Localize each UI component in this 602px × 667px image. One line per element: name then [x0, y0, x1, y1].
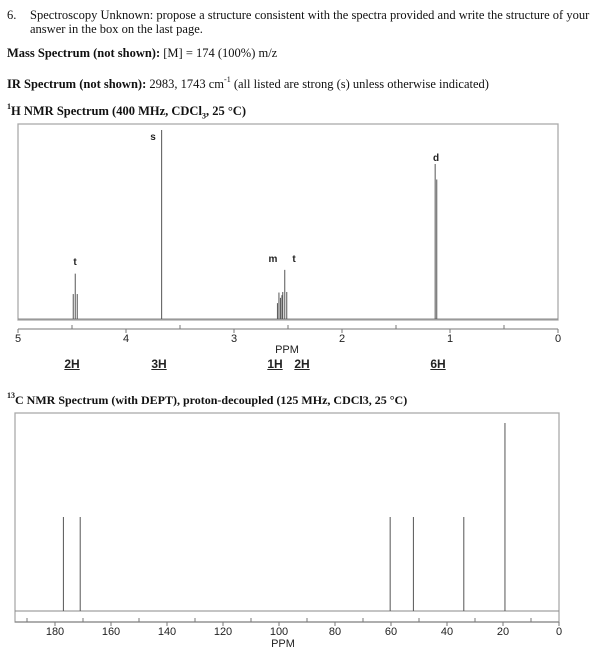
- c-tick-label: 180: [45, 626, 65, 638]
- integration-2h-a: 2H: [64, 357, 80, 371]
- integration-1h: 1H: [267, 357, 283, 371]
- c-nmr-title: [7, 393, 407, 408]
- h-tick-label: 2: [338, 333, 346, 345]
- h-axis-label: PPM: [275, 344, 299, 356]
- mult-label-m: m: [268, 254, 278, 265]
- c-tick-label: 0: [555, 626, 563, 638]
- integration-6h: 6H: [430, 357, 446, 371]
- h-nmr-plot: [0, 120, 602, 380]
- ir-note: (all listed are strong (s) unless otherwise indicated): [230, 77, 489, 91]
- mass-spectrum-label: Mass Spectrum (not shown):: [7, 46, 161, 60]
- mult-label-t2: t: [292, 254, 296, 265]
- h-tick-label: 4: [122, 333, 130, 345]
- h-nmr-label-end: , 25 °C): [205, 104, 247, 118]
- mass-spectrum-line: [7, 46, 277, 61]
- c-nmr-chart: [0, 410, 602, 662]
- c-nmr-plot: [0, 410, 602, 662]
- integration-3h: 3H: [151, 357, 167, 371]
- mult-label-t1: t: [73, 257, 77, 268]
- question-number: 6.: [7, 8, 17, 22]
- ir-spectrum-label: IR Spectrum (not shown):: [7, 77, 147, 91]
- question-text: Spectroscopy Unknown: propose a structure consistent with the spectra provided and write the structure of your answer in the box on the last page.: [30, 8, 590, 36]
- c-nmr-label: C NMR Spectrum (with DEPT), proton-decoupled (125 MHz, CDCl3, 25 °C): [15, 393, 408, 407]
- c-tick-label: 80: [328, 626, 342, 638]
- ir-spectrum-line: [7, 77, 489, 92]
- h-nmr-label: H NMR Spectrum (400 MHz, CDCl: [11, 104, 202, 118]
- h-tick-label: 5: [14, 333, 22, 345]
- c-nmr-sup: 13: [7, 391, 15, 400]
- ir-values: 2983, 1743 cm: [146, 77, 225, 91]
- c-axis-label: PPM: [271, 638, 295, 650]
- mult-label-d: d: [432, 153, 440, 164]
- c-tick-label: 60: [384, 626, 398, 638]
- h-tick-label: 0: [554, 333, 562, 345]
- c-tick-label: 100: [269, 626, 289, 638]
- c-tick-label: 40: [440, 626, 454, 638]
- h-tick-label: 3: [230, 333, 238, 345]
- mass-spectrum-value: [M] = 174 (100%) m/z: [160, 46, 278, 60]
- h-nmr-sub: 3: [201, 111, 206, 121]
- mult-label-s: s: [150, 132, 156, 143]
- h-nmr-chart: [0, 120, 602, 380]
- c-tick-label: 160: [101, 626, 121, 638]
- integration-2h-b: 2H: [294, 357, 310, 371]
- h-nmr-title: [7, 104, 246, 121]
- h-tick-label: 1: [446, 333, 454, 345]
- c-tick-label: 120: [213, 626, 233, 638]
- c-tick-label: 20: [496, 626, 510, 638]
- ir-unit-sup: -1: [224, 75, 231, 84]
- h-nmr-sup: 1: [7, 102, 11, 111]
- c-tick-label: 140: [157, 626, 177, 638]
